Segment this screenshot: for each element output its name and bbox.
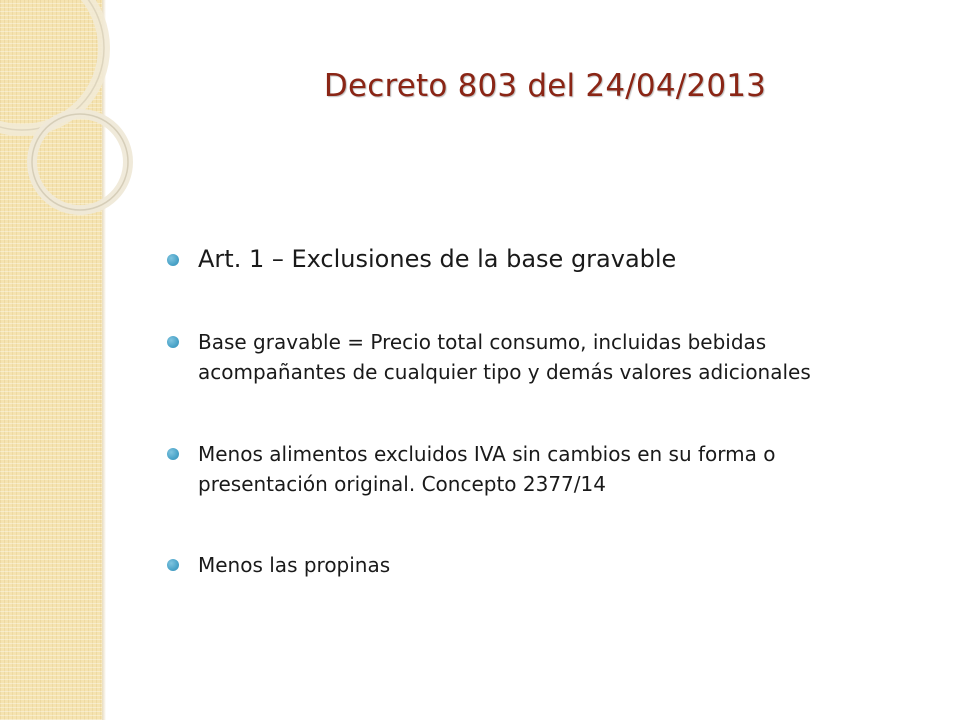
list-item [167, 439, 867, 499]
decorative-rings-icon [0, 0, 140, 260]
slide-title: Decreto 803 del 24/04/2013 [323, 68, 767, 104]
bullet-text: Art. 1 – Exclusiones de la base gravable [198, 245, 677, 273]
bullet-dot-icon [167, 448, 179, 460]
list-item [167, 244, 867, 274]
bullet-text: Menos las propinas [198, 553, 391, 577]
bullet-dot-icon [167, 559, 179, 571]
bullet-text: Base gravable = Precio total consumo, incluidas bebidas acompañantes de cualquier tipo y demás valores adicionales [198, 330, 811, 384]
bullet-text: Menos alimentos excluidos IVA sin cambios en su forma o presentación original. Concepto 2377/14 [198, 442, 776, 496]
list-item [167, 327, 867, 387]
list-item [167, 550, 867, 580]
bullet-dot-icon [167, 336, 179, 348]
bullet-dot-icon [167, 254, 179, 266]
